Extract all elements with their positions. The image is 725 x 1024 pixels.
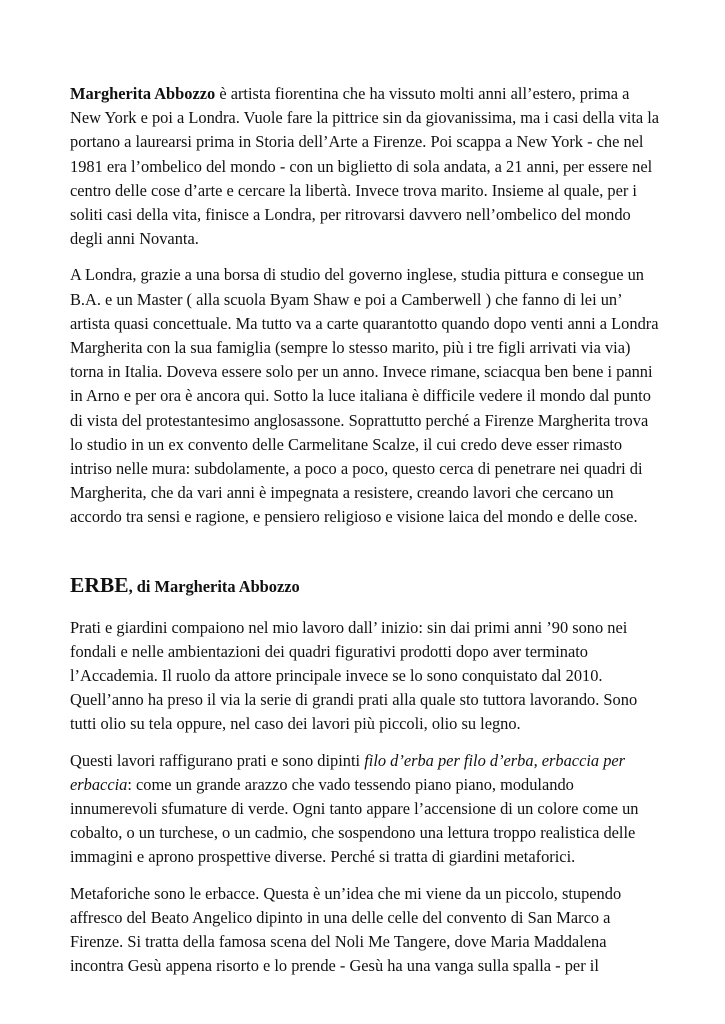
erbe-paragraph-2-italic: filo d’erba per filo d’erba, erbaccia per erbaccia	[70, 750, 626, 794]
section-title: ERBE	[70, 572, 129, 597]
section-subtitle: , di Margherita Abbozzo	[128, 576, 300, 596]
erbe-paragraph-2	[70, 749, 660, 870]
erbe-paragraph-3: Metaforiche sono le erbacce. Questa è un’idea che mi viene da un piccolo, stupendo affresco del Beato Angelico dipinto in una delle celle del convento di San Marco a Firenze. Si tratta della famosa scena del Noli Me Tangere, dove Maria Maddalena incontra Gesù appena risorto e lo prende - Gesù ha una vanga sulla spalla - per il	[70, 883, 622, 976]
bio-paragraph-2: A Londra, grazie a una borsa di studio del governo inglese, studia pittura e consegue un B.A. e un Master ( alla scuola Byam Shaw e poi a Camberwell ) che fanno di lei un’ artista quasi concettuale. Ma tutto va a carte quarantotto quando dopo venti anni a Londra Margherita con la sua famiglia (sempre lo stesso marito, più i tre figli arrivati via via) torna in Italia. Doveva essere solo per un anno. Invece rimane, sciacqua ben bene i panni in Arno e per ora è ancora qui. Sotto la luce italiana è difficile vedere il mondo dal punto di vista del protestantesimo anglosassone. Soprattutto perché a Firenze Margherita trova lo studio in un ex convento delle Carmelitane Scalze, il cui credo deve esser rimasto intriso nelle mura: subdolamente, a poco a poco, questo cerca di penetrare nei quadri di Margherita, che da vari anni è impegnata a resistere, creando lavori che cercano un accordo tra sensi e ragione, e pensiero religioso e visione laica del mondo e delle cose.	[70, 265, 659, 527]
bio-paragraph-1-text: è artista fiorentina che ha vissuto molti anni all’estero, prima a New York e poi a Londra. Vuole fare la pittrice sin da giovanissima, ma i casi della vita la portano a laurearsi prima in Storia dell’Arte a Firenze. Poi scappa a New York - che nel 1981 era l’ombelico del mondo - con un biglietto di sola andata, a 21 anni, per essere nel centro delle cose d’arte e cercare la libertà. Invece trova marito. Insieme al quale, per i soliti casi della vita, finisce a Londra, per ritrovarsi davvero nell’ombelico del mondo degli anni Novanta.	[70, 84, 660, 249]
erbe-paragraph-1: Prati e giardini compaiono nel mio lavoro dall’ inizio: sin dai primi anni ’90 sono nei fondali e nelle ambientazioni dei quadri figurativi prodotti dopo aver terminato l’Accademia. Il ruolo da attore principale invece se lo sono conquistato dal 2010. Quell’anno ha preso il via la serie di grandi prati alla quale sto tuttora lavorando. Sono tutti olio su tela oppure, nel caso dei lavori più piccoli, olio su legno.	[70, 617, 638, 734]
document-page	[70, 82, 660, 979]
section-heading	[70, 570, 660, 602]
artist-name: Margherita Abbozzo	[70, 84, 216, 103]
erbe-paragraph-2-end: : come un grande arazzo che vado tessendo piano piano, modulando innumerevoli sfumature di verde. Ogni tanto appare l’accensione di un colore come un cobalto, o un turchese, o un cadmio, che sospendono una lettura troppo realistica delle immagini e aprono prospettive diverse. Perché si tratta di giardini metaforici.	[70, 774, 639, 867]
bio-paragraph-1	[70, 82, 660, 251]
erbe-paragraph-2-start: Questi lavori raffigurano prati e sono dipinti	[70, 750, 365, 770]
